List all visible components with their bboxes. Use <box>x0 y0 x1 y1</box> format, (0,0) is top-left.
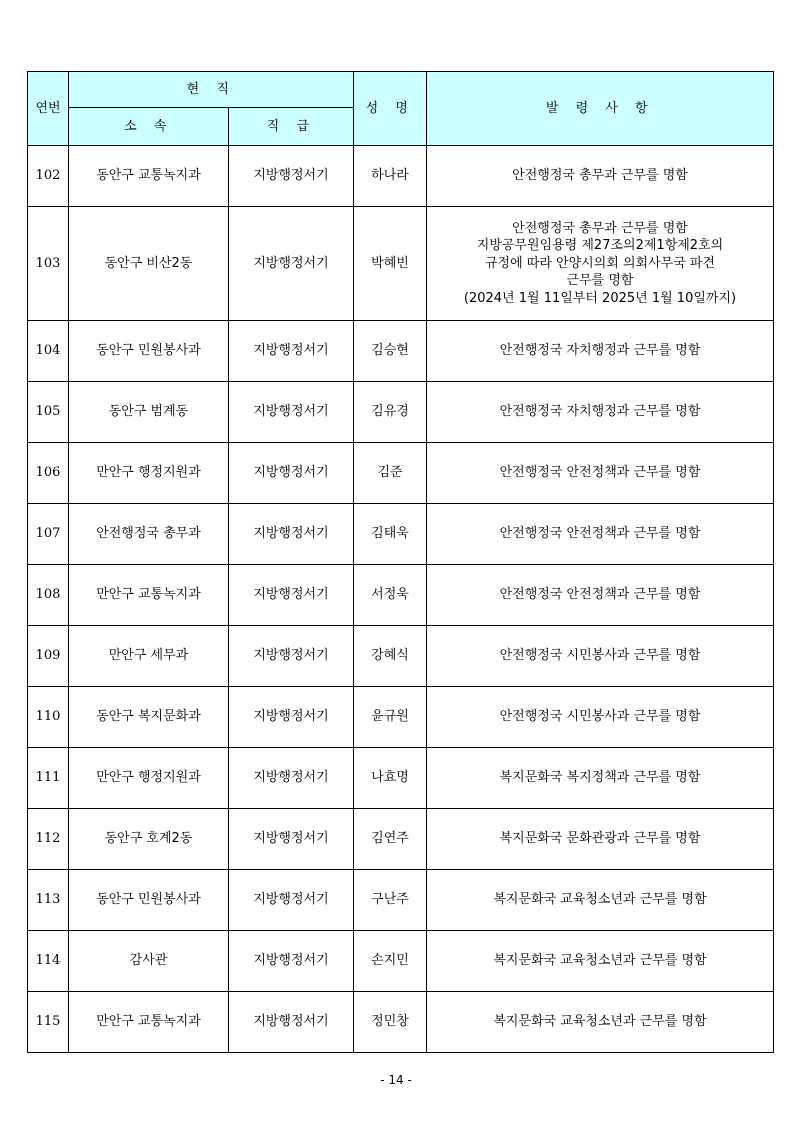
row-order <box>427 687 774 748</box>
table-header <box>28 72 774 146</box>
row-name: 김승현 <box>354 321 427 382</box>
order-line: 근무를 명함 <box>566 273 634 289</box>
row-rank: 지방행정서기 <box>229 992 354 1053</box>
row-rank: 지방행정서기 <box>229 382 354 443</box>
order-line: 안전행정국 자치행정과 근무를 명함 <box>499 343 701 359</box>
row-number: 112 <box>28 809 69 870</box>
row-order <box>427 809 774 870</box>
row-name: 박혜빈 <box>354 207 427 321</box>
row-name: 구난주 <box>354 870 427 931</box>
row-department: 만안구 행정지원과 <box>69 748 229 809</box>
page-number: - 14 - <box>380 1073 412 1087</box>
row-number: 103 <box>28 207 69 321</box>
row-order <box>427 504 774 565</box>
table-row <box>28 565 774 626</box>
row-rank: 지방행정서기 <box>229 565 354 626</box>
order-line: 복지문화국 교육청소년과 근무를 명함 <box>493 892 707 908</box>
row-number: 110 <box>28 687 69 748</box>
row-department: 만안구 교통녹지과 <box>69 992 229 1053</box>
row-number: 109 <box>28 626 69 687</box>
row-department: 만안구 세무과 <box>69 626 229 687</box>
row-order <box>427 146 774 207</box>
row-department: 안전행정국 총무과 <box>69 504 229 565</box>
order-line: 안전행정국 총무과 근무를 명함 <box>512 220 688 236</box>
row-order <box>427 443 774 504</box>
row-name: 김태욱 <box>354 504 427 565</box>
row-name: 강혜식 <box>354 626 427 687</box>
table-row <box>28 992 774 1053</box>
table-row <box>28 870 774 931</box>
table-row <box>28 626 774 687</box>
header-order: 발 령 사 항 <box>427 72 774 146</box>
row-department: 동안구 복지문화과 <box>69 687 229 748</box>
row-number: 114 <box>28 931 69 992</box>
row-number: 104 <box>28 321 69 382</box>
row-name: 김유경 <box>354 382 427 443</box>
row-name: 서정욱 <box>354 565 427 626</box>
row-rank: 지방행정서기 <box>229 931 354 992</box>
table-row <box>28 207 774 321</box>
row-department: 만안구 교통녹지과 <box>69 565 229 626</box>
row-department: 동안구 민원봉사과 <box>69 870 229 931</box>
row-order <box>427 626 774 687</box>
row-order <box>427 321 774 382</box>
table-row <box>28 504 774 565</box>
order-line: 지방공무원임용령 제27조의2제1항제2호의 <box>476 238 724 254</box>
row-rank: 지방행정서기 <box>229 626 354 687</box>
row-name: 정민창 <box>354 992 427 1053</box>
table-row <box>28 931 774 992</box>
row-department: 동안구 비산2동 <box>69 207 229 321</box>
row-rank: 지방행정서기 <box>229 870 354 931</box>
row-department: 만안구 행정지원과 <box>69 443 229 504</box>
order-line: 안전행정국 안전정책과 근무를 명함 <box>499 587 701 603</box>
row-name: 김연주 <box>354 809 427 870</box>
order-line: 안전행정국 시민봉사과 근무를 명함 <box>499 709 701 725</box>
order-line: 안전행정국 안전정책과 근무를 명함 <box>499 465 701 481</box>
row-name: 윤규원 <box>354 687 427 748</box>
table-row <box>28 809 774 870</box>
row-rank: 지방행정서기 <box>229 809 354 870</box>
order-line: 안전행정국 총무과 근무를 명함 <box>512 168 688 184</box>
row-number: 111 <box>28 748 69 809</box>
table-row <box>28 146 774 207</box>
table-row <box>28 443 774 504</box>
header-no: 연번 <box>28 72 69 146</box>
table-row <box>28 321 774 382</box>
order-line: 안전행정국 자치행정과 근무를 명함 <box>499 404 701 420</box>
row-rank: 지방행정서기 <box>229 443 354 504</box>
row-department: 감사관 <box>69 931 229 992</box>
row-department: 동안구 호계2동 <box>69 809 229 870</box>
row-number: 108 <box>28 565 69 626</box>
table-row <box>28 382 774 443</box>
row-rank: 지방행정서기 <box>229 207 354 321</box>
row-order <box>427 207 774 321</box>
order-line: 복지문화국 복지정책과 근무를 명함 <box>499 770 701 786</box>
row-department: 동안구 범계동 <box>69 382 229 443</box>
row-order <box>427 748 774 809</box>
row-order <box>427 931 774 992</box>
header-department: 소 속 <box>69 108 229 146</box>
order-line: 규정에 따라 안양시의회 의회사무국 파견 <box>484 255 715 271</box>
row-name: 손지민 <box>354 931 427 992</box>
table-row <box>28 687 774 748</box>
order-line: 복지문화국 교육청소년과 근무를 명함 <box>493 1014 707 1030</box>
row-rank: 지방행정서기 <box>229 146 354 207</box>
row-order <box>427 382 774 443</box>
row-number: 105 <box>28 382 69 443</box>
order-line: 복지문화국 문화관광과 근무를 명함 <box>499 831 701 847</box>
table-row <box>28 748 774 809</box>
row-rank: 지방행정서기 <box>229 504 354 565</box>
header-current-position: 현 직 <box>69 72 354 108</box>
header-name: 성 명 <box>354 72 427 146</box>
order-line: 안전행정국 안전정책과 근무를 명함 <box>499 526 701 542</box>
row-department: 동안구 교통녹지과 <box>69 146 229 207</box>
row-name: 나효명 <box>354 748 427 809</box>
order-line: 안전행정국 시민봉사과 근무를 명함 <box>499 648 701 664</box>
row-rank: 지방행정서기 <box>229 687 354 748</box>
row-order <box>427 992 774 1053</box>
row-number: 106 <box>28 443 69 504</box>
row-number: 107 <box>28 504 69 565</box>
header-rank: 직 급 <box>229 108 354 146</box>
table-body <box>28 146 774 1053</box>
row-order <box>427 870 774 931</box>
order-line: 복지문화국 교육청소년과 근무를 명함 <box>493 953 707 969</box>
personnel-table <box>27 71 774 1053</box>
row-rank: 지방행정서기 <box>229 321 354 382</box>
order-line: (2024년 1월 11일부터 2025년 1월 10일까지) <box>463 290 737 306</box>
row-rank: 지방행정서기 <box>229 748 354 809</box>
row-order <box>427 565 774 626</box>
row-number: 113 <box>28 870 69 931</box>
row-number: 115 <box>28 992 69 1053</box>
row-name: 하나라 <box>354 146 427 207</box>
row-name: 김준 <box>354 443 427 504</box>
row-number: 102 <box>28 146 69 207</box>
row-department: 동안구 민원봉사과 <box>69 321 229 382</box>
